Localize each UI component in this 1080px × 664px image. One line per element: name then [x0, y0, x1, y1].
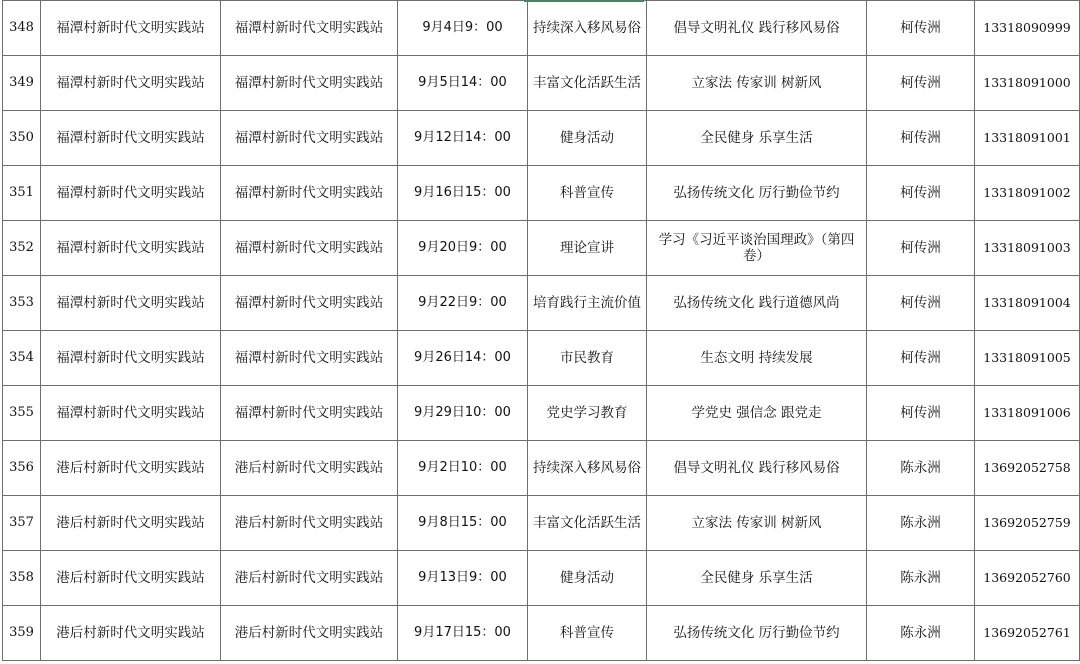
table-row — [3, 441, 1080, 496]
station-cell: 港后村新时代文明实践站 — [41, 496, 221, 551]
category-cell: 科普宣传 — [528, 606, 647, 661]
station-cell: 福潭村新时代文明实践站 — [41, 386, 221, 441]
phone-cell: 13318090999 — [975, 1, 1080, 56]
theme-cell: 弘扬传统文化 践行道德风尚 — [647, 276, 867, 331]
venue-cell: 港后村新时代文明实践站 — [221, 551, 398, 606]
contact-cell: 陈永洲 — [867, 551, 975, 606]
time-cell: 9月12日14：00 — [398, 111, 528, 166]
table-row — [3, 1, 1080, 56]
time-cell: 9月8日15：00 — [398, 496, 528, 551]
time-cell: 9月13日9：00 — [398, 551, 528, 606]
contact-cell: 陈永洲 — [867, 606, 975, 661]
phone-cell: 13692052758 — [975, 441, 1080, 496]
theme-cell: 倡导文明礼仪 践行移风易俗 — [647, 1, 867, 56]
row-number-cell: 352 — [3, 221, 41, 276]
time-cell: 9月22日9：00 — [398, 276, 528, 331]
row-number-cell: 349 — [3, 56, 41, 111]
table-body — [3, 1, 1080, 661]
time-cell: 9月26日14：00 — [398, 331, 528, 386]
venue-cell: 福潭村新时代文明实践站 — [221, 276, 398, 331]
table-row — [3, 166, 1080, 221]
category-cell: 健身活动 — [528, 111, 647, 166]
station-cell: 港后村新时代文明实践站 — [41, 441, 221, 496]
contact-cell: 柯传洲 — [867, 1, 975, 56]
time-cell: 9月29日10：00 — [398, 386, 528, 441]
row-number-cell: 355 — [3, 386, 41, 441]
contact-cell: 柯传洲 — [867, 276, 975, 331]
station-cell: 福潭村新时代文明实践站 — [41, 166, 221, 221]
contact-cell: 柯传洲 — [867, 111, 975, 166]
phone-cell: 13318091003 — [975, 221, 1080, 276]
category-cell: 丰富文化活跃生活 — [528, 56, 647, 111]
table-row — [3, 551, 1080, 606]
station-cell: 港后村新时代文明实践站 — [41, 606, 221, 661]
time-cell: 9月2日10：00 — [398, 441, 528, 496]
theme-cell: 立家法 传家训 树新风 — [647, 496, 867, 551]
venue-cell: 福潭村新时代文明实践站 — [221, 56, 398, 111]
venue-cell: 福潭村新时代文明实践站 — [221, 386, 398, 441]
phone-cell: 13692052760 — [975, 551, 1080, 606]
venue-cell: 福潭村新时代文明实践站 — [221, 1, 398, 56]
row-number-cell: 354 — [3, 331, 41, 386]
contact-cell: 陈永洲 — [867, 441, 975, 496]
theme-cell: 弘扬传统文化 厉行勤俭节约 — [647, 166, 867, 221]
category-cell: 科普宣传 — [528, 166, 647, 221]
time-cell: 9月20日9：00 — [398, 221, 528, 276]
category-cell: 市民教育 — [528, 331, 647, 386]
time-cell: 9月5日14：00 — [398, 56, 528, 111]
table-row — [3, 111, 1080, 166]
category-cell: 持续深入移风易俗 — [528, 1, 647, 56]
venue-cell: 福潭村新时代文明实践站 — [221, 221, 398, 276]
theme-cell: 立家法 传家训 树新风 — [647, 56, 867, 111]
row-number-cell: 348 — [3, 1, 41, 56]
phone-cell: 13318091004 — [975, 276, 1080, 331]
phone-cell: 13318091000 — [975, 56, 1080, 111]
venue-cell: 港后村新时代文明实践站 — [221, 441, 398, 496]
category-cell: 持续深入移风易俗 — [528, 441, 647, 496]
category-cell: 健身活动 — [528, 551, 647, 606]
contact-cell: 柯传洲 — [867, 331, 975, 386]
row-number-cell: 356 — [3, 441, 41, 496]
category-cell: 党史学习教育 — [528, 386, 647, 441]
row-number-cell: 351 — [3, 166, 41, 221]
row-number-cell: 358 — [3, 551, 41, 606]
phone-cell: 13318091006 — [975, 386, 1080, 441]
table-row — [3, 56, 1080, 111]
category-cell: 理论宣讲 — [528, 221, 647, 276]
station-cell: 福潭村新时代文明实践站 — [41, 276, 221, 331]
contact-cell: 柯传洲 — [867, 386, 975, 441]
contact-cell: 柯传洲 — [867, 56, 975, 111]
phone-cell: 13692052759 — [975, 496, 1080, 551]
phone-cell: 13692052761 — [975, 606, 1080, 661]
time-cell: 9月4日9：00 — [398, 1, 528, 56]
station-cell: 福潭村新时代文明实践站 — [41, 331, 221, 386]
theme-cell: 学党史 强信念 跟党走 — [647, 386, 867, 441]
table-row — [3, 331, 1080, 386]
row-number-cell: 353 — [3, 276, 41, 331]
phone-cell: 13318091005 — [975, 331, 1080, 386]
station-cell: 港后村新时代文明实践站 — [41, 551, 221, 606]
category-cell: 培育践行主流价值 — [528, 276, 647, 331]
theme-cell: 全民健身 乐享生活 — [647, 111, 867, 166]
table-row — [3, 606, 1080, 661]
phone-cell: 13318091001 — [975, 111, 1080, 166]
time-cell: 9月17日15：00 — [398, 606, 528, 661]
venue-cell: 福潭村新时代文明实践站 — [221, 111, 398, 166]
table-row — [3, 221, 1080, 276]
theme-cell: 学习《习近平谈治国理政》（第四卷） — [647, 221, 867, 276]
time-cell: 9月16日15：00 — [398, 166, 528, 221]
contact-cell: 柯传洲 — [867, 221, 975, 276]
table-row — [3, 496, 1080, 551]
category-cell: 丰富文化活跃生活 — [528, 496, 647, 551]
station-cell: 福潭村新时代文明实践站 — [41, 221, 221, 276]
table-row — [3, 386, 1080, 441]
venue-cell: 福潭村新时代文明实践站 — [221, 331, 398, 386]
venue-cell: 福潭村新时代文明实践站 — [221, 166, 398, 221]
station-cell: 福潭村新时代文明实践站 — [41, 111, 221, 166]
station-cell: 福潭村新时代文明实践站 — [41, 56, 221, 111]
row-number-cell: 357 — [3, 496, 41, 551]
row-number-cell: 359 — [3, 606, 41, 661]
table-row — [3, 276, 1080, 331]
venue-cell: 港后村新时代文明实践站 — [221, 606, 398, 661]
theme-cell: 生态文明 持续发展 — [647, 331, 867, 386]
theme-cell: 倡导文明礼仪 践行移风易俗 — [647, 441, 867, 496]
phone-cell: 13318091002 — [975, 166, 1080, 221]
activity-table — [2, 0, 1080, 661]
theme-cell: 弘扬传统文化 厉行勤俭节约 — [647, 606, 867, 661]
row-number-cell: 350 — [3, 111, 41, 166]
contact-cell: 陈永洲 — [867, 496, 975, 551]
theme-cell: 全民健身 乐享生活 — [647, 551, 867, 606]
station-cell: 福潭村新时代文明实践站 — [41, 1, 221, 56]
contact-cell: 柯传洲 — [867, 166, 975, 221]
venue-cell: 港后村新时代文明实践站 — [221, 496, 398, 551]
